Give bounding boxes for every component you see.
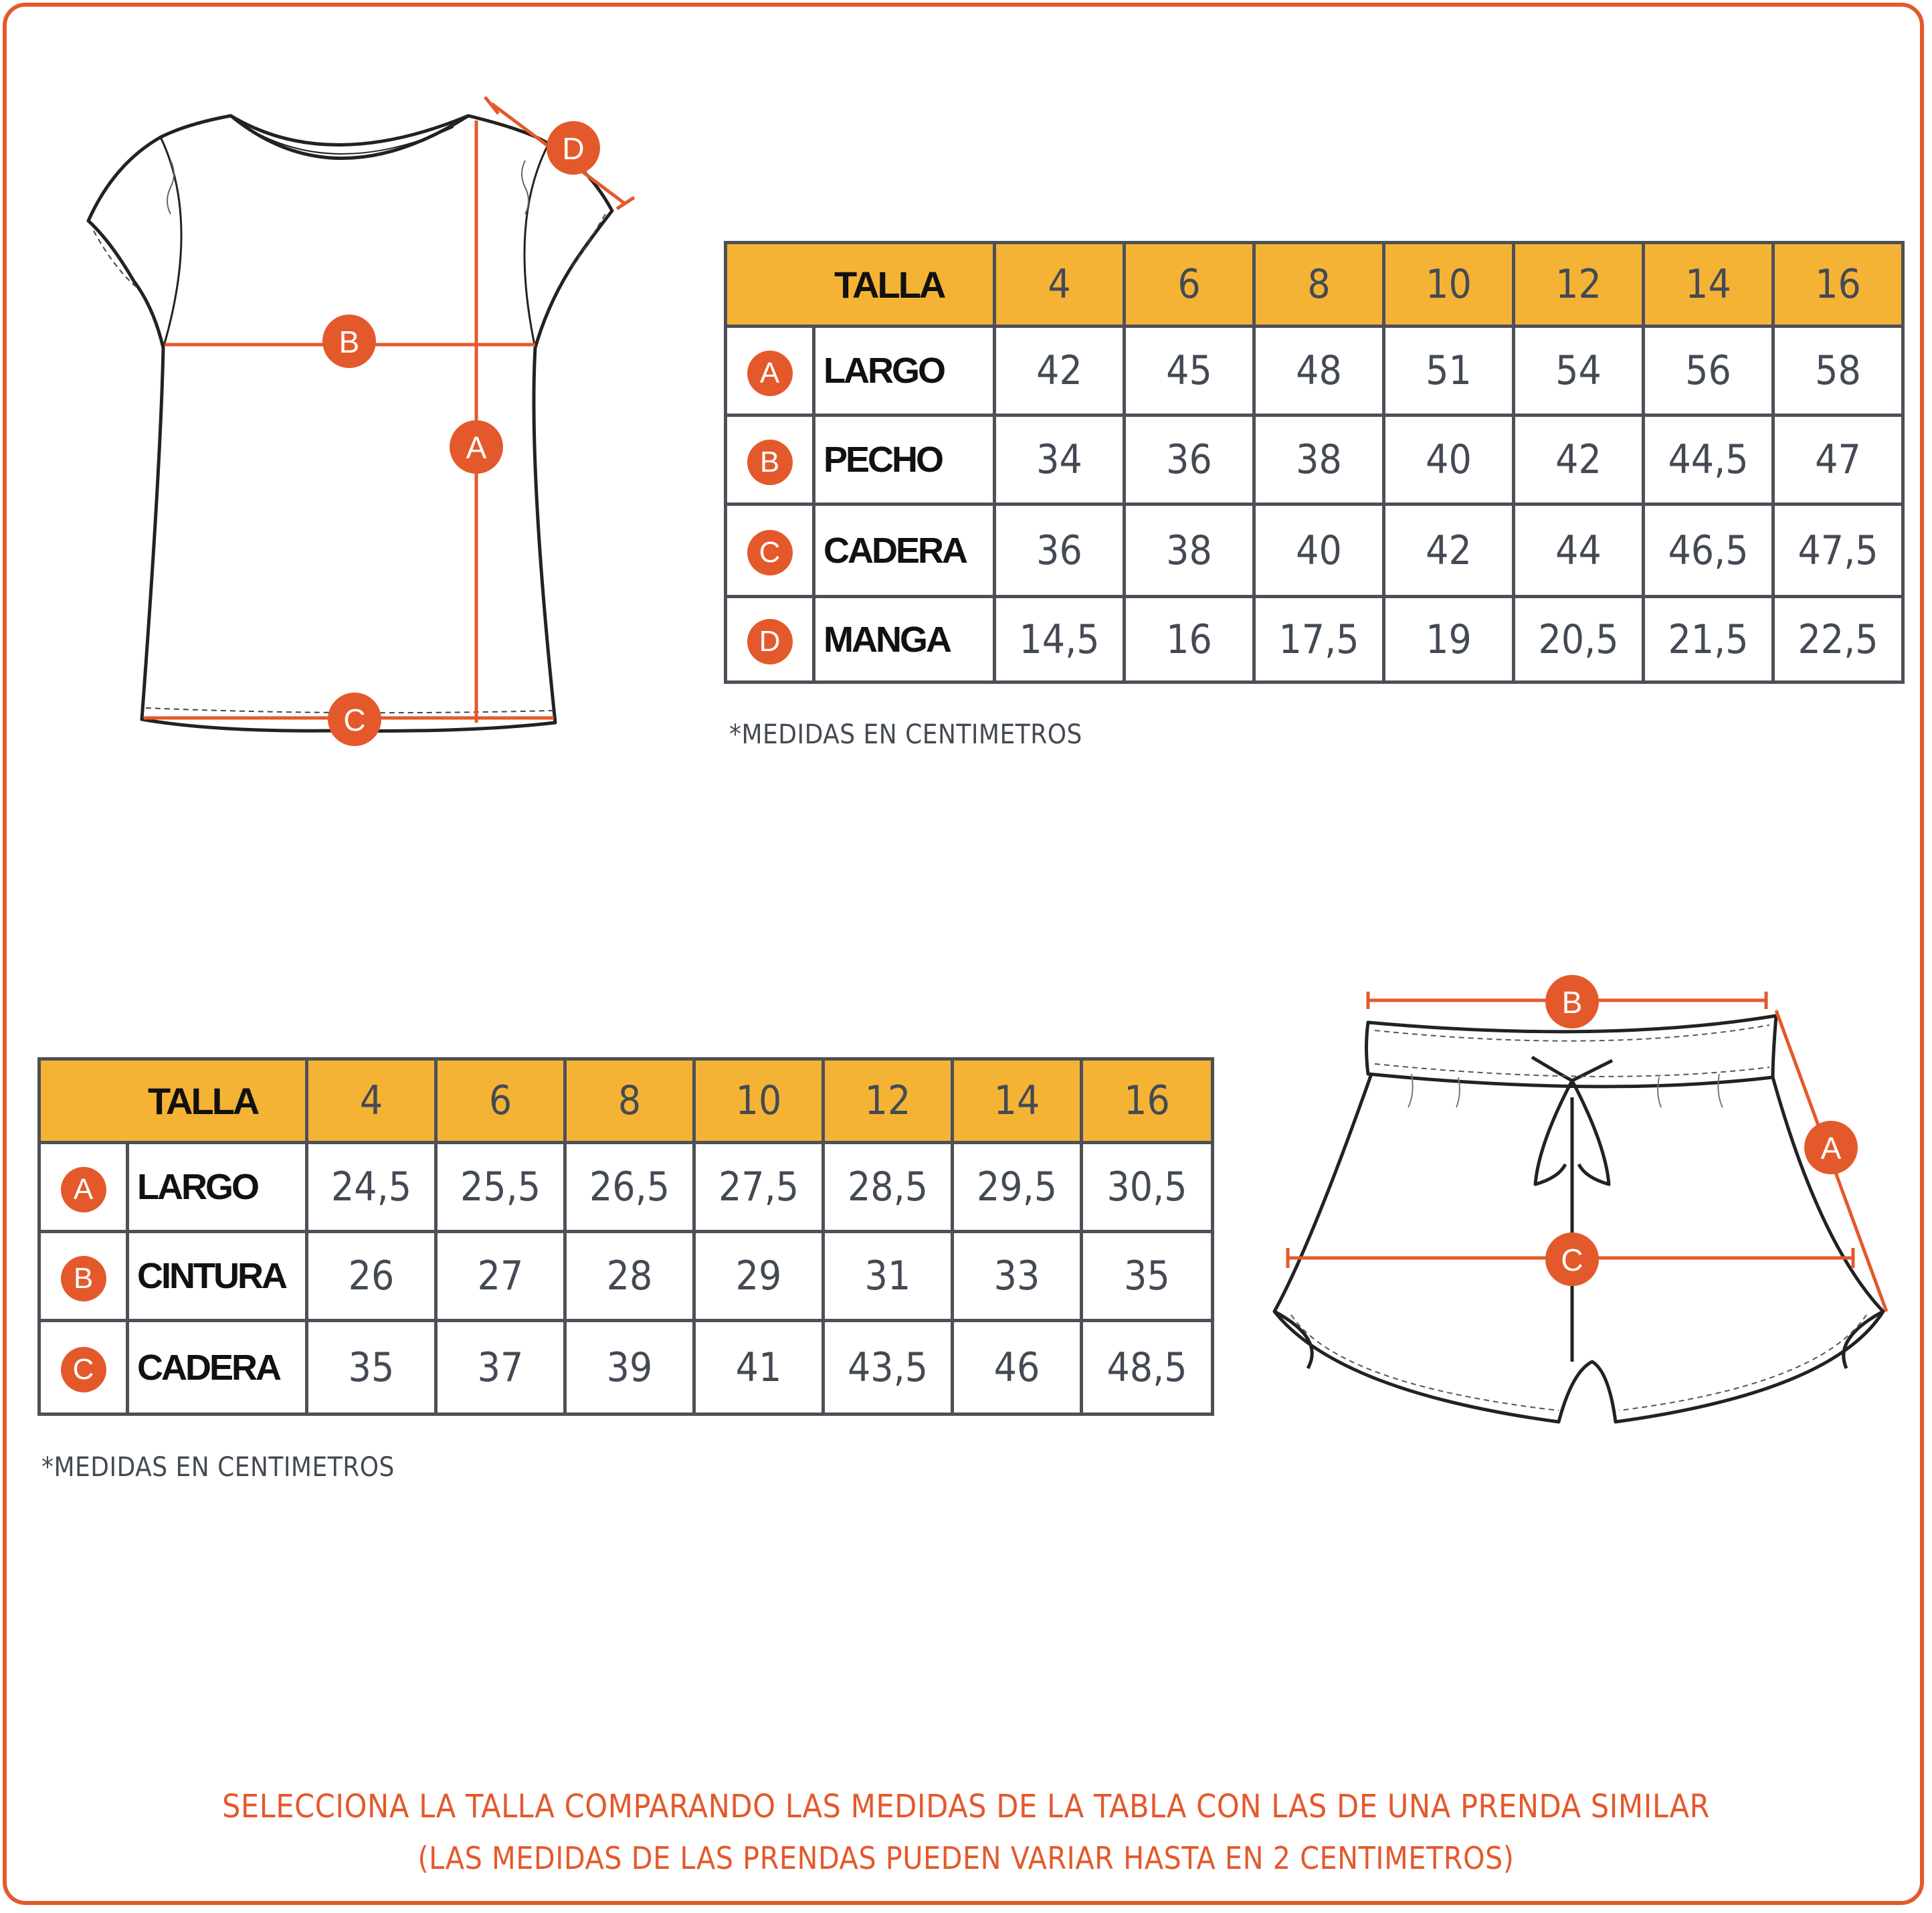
cell: 54 — [1514, 327, 1644, 416]
cell: 56 — [1644, 327, 1773, 416]
cell: 42 — [1514, 416, 1644, 505]
cell: 35 — [1082, 1232, 1213, 1321]
cell: 44 — [1514, 505, 1644, 597]
row-label: CADERA — [128, 1321, 307, 1415]
cell: 28,5 — [824, 1143, 953, 1232]
size-16: 16 — [1773, 243, 1903, 327]
shirt-size-table — [724, 241, 1905, 684]
svg-text:B: B — [1561, 985, 1583, 1020]
marker-d — [547, 121, 600, 175]
table-row — [39, 1232, 1213, 1321]
badge-d: D — [747, 619, 793, 664]
size-12: 12 — [1514, 243, 1644, 327]
row-label: PECHO — [814, 416, 995, 505]
table-row — [39, 1143, 1213, 1232]
size-6: 6 — [1125, 243, 1254, 327]
row-label: LARGO — [128, 1143, 307, 1232]
table-row — [39, 1321, 1213, 1415]
badge-a: A — [747, 351, 793, 396]
measurement-note: *MEDIDAS EN CENTIMETROS — [729, 719, 1082, 750]
cell: 37 — [436, 1321, 565, 1415]
badge-c: C — [61, 1347, 106, 1392]
cell: 46,5 — [1644, 505, 1773, 597]
cell: 21,5 — [1644, 597, 1773, 682]
cell: 16 — [1125, 597, 1254, 682]
svg-text:A: A — [1820, 1131, 1842, 1166]
cell: 26,5 — [565, 1143, 694, 1232]
size-12: 12 — [824, 1059, 953, 1143]
svg-text:C: C — [343, 703, 366, 737]
table-header-row — [39, 1059, 1213, 1143]
shorts-illustration — [1258, 964, 1900, 1445]
footer-instruction: SELECCIONA LA TALLA COMPARANDO LAS MEDIDAS DE LA TABLA CON LAS DE UNA PRENDA SIMILAR — [221, 1788, 1711, 1825]
cell: 44,5 — [1644, 416, 1773, 505]
cell: 29 — [694, 1232, 824, 1321]
cell: 19 — [1384, 597, 1514, 682]
cell: 31 — [824, 1232, 953, 1321]
badge-b: B — [747, 440, 793, 485]
cell: 27 — [436, 1232, 565, 1321]
cell: 26 — [307, 1232, 436, 1321]
cell: 38 — [1125, 505, 1254, 597]
cell: 36 — [1125, 416, 1254, 505]
cell: 33 — [953, 1232, 1082, 1321]
badge-b: B — [61, 1256, 106, 1301]
marker-a — [1804, 1121, 1858, 1174]
cell: 41 — [694, 1321, 824, 1415]
size-4: 4 — [995, 243, 1125, 327]
shorts-size-table — [37, 1057, 1214, 1416]
cell: 42 — [995, 327, 1125, 416]
footer-disclaimer: (LAS MEDIDAS DE LAS PRENDAS PUEDEN VARIAR HASTA EN 2 CENTIMETROS) — [417, 1840, 1515, 1876]
cell: 43,5 — [824, 1321, 953, 1415]
cell: 35 — [307, 1321, 436, 1415]
cell: 38 — [1254, 416, 1384, 505]
marker-c — [328, 693, 381, 746]
size-16: 16 — [1082, 1059, 1213, 1143]
badge-c: C — [747, 530, 793, 575]
cell: 48 — [1254, 327, 1384, 416]
row-label: LARGO — [814, 327, 995, 416]
cell: 47 — [1773, 416, 1903, 505]
row-label: CADERA — [814, 505, 995, 597]
cell: 29,5 — [953, 1143, 1082, 1232]
cell: 36 — [995, 505, 1125, 597]
badge-a: A — [61, 1167, 106, 1212]
size-4: 4 — [307, 1059, 436, 1143]
svg-text:A: A — [466, 430, 487, 465]
size-14: 14 — [1644, 243, 1773, 327]
svg-text:D: D — [562, 131, 585, 166]
size-14: 14 — [953, 1059, 1082, 1143]
row-label: MANGA — [814, 597, 995, 682]
cell: 27,5 — [694, 1143, 824, 1232]
table-row — [726, 597, 1903, 682]
size-8: 8 — [1254, 243, 1384, 327]
cell: 40 — [1254, 505, 1384, 597]
cell: 40 — [1384, 416, 1514, 505]
cell: 46 — [953, 1321, 1082, 1415]
svg-text:B: B — [339, 325, 360, 359]
size-10: 10 — [694, 1059, 824, 1143]
cell: 24,5 — [307, 1143, 436, 1232]
cell: 22,5 — [1773, 597, 1903, 682]
size-8: 8 — [565, 1059, 694, 1143]
cell: 28 — [565, 1232, 694, 1321]
cell: 25,5 — [436, 1143, 565, 1232]
table-row — [726, 327, 1903, 416]
talla-header: TALLA — [726, 243, 995, 327]
cell: 58 — [1773, 327, 1903, 416]
cell: 51 — [1384, 327, 1514, 416]
cell: 47,5 — [1773, 505, 1903, 597]
marker-b — [1545, 975, 1599, 1028]
cell: 20,5 — [1514, 597, 1644, 682]
table-row — [726, 505, 1903, 597]
cell: 39 — [565, 1321, 694, 1415]
tshirt-illustration — [0, 0, 669, 769]
marker-b — [322, 314, 376, 368]
cell: 34 — [995, 416, 1125, 505]
row-label: CINTURA — [128, 1232, 307, 1321]
talla-header: TALLA — [39, 1059, 307, 1143]
size-6: 6 — [436, 1059, 565, 1143]
cell: 48,5 — [1082, 1321, 1213, 1415]
marker-c — [1545, 1233, 1599, 1286]
cell: 30,5 — [1082, 1143, 1213, 1232]
cell: 45 — [1125, 327, 1254, 416]
cell: 14,5 — [995, 597, 1125, 682]
size-10: 10 — [1384, 243, 1514, 327]
cell: 17,5 — [1254, 597, 1384, 682]
measurement-note: *MEDIDAS EN CENTIMETROS — [41, 1452, 395, 1483]
marker-a — [450, 420, 503, 474]
cell: 42 — [1384, 505, 1514, 597]
svg-text:C: C — [1561, 1243, 1583, 1277]
table-row — [726, 416, 1903, 505]
table-header-row — [726, 243, 1903, 327]
